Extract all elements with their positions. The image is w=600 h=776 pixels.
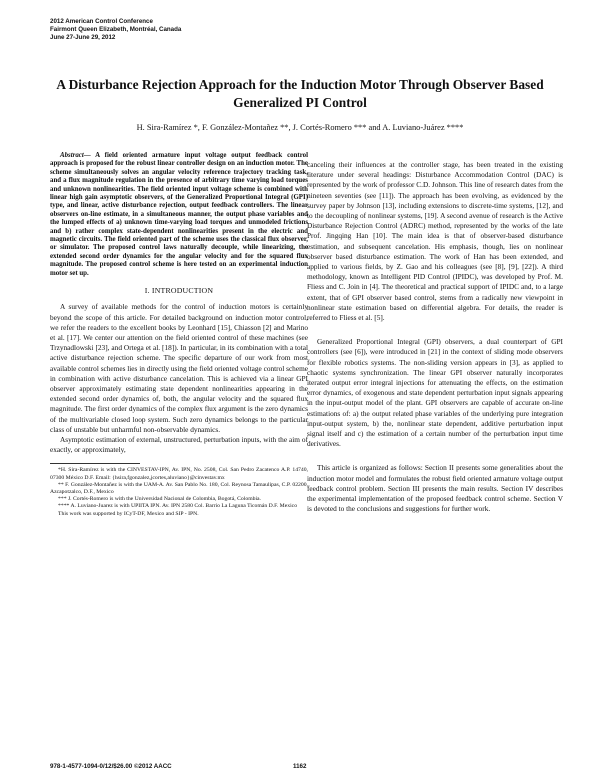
abstract [50,152,308,278]
footer-copyright: 978-1-4577-1094-0/12/$26.00 ©2012 AACC [50,763,172,770]
conference-venue: Fairmont Queen Elizabeth, Montréal, Canada [50,26,182,33]
paragraph-gap [307,323,563,337]
right-paragraph-3: This article is organized as follows: Section II presents some generalities about the induction motor model and formulates the robust field oriented armature voltage output feedback control problem. Section III presents the main results. Section IV describes the experimental implementation of the proposed feedback control scheme. Section V is devoted to the conclusions and suggestions for further work. [307,463,563,514]
footnote-5: This work was supported by ICyT-DF, Mexico and SIP - IPN. [58,510,199,517]
footnote-rule [50,463,140,464]
footnote-1: *H. Sira-Ramírez is with the CINVESTAV-IPN, Av. IPN, No. 2508, Col. San Pedro Zacatenco A.P. 14740, 07300 México D.F. Email: {hsira,fgonzalez,jcortes,aluviano}@cinvestav.mx [50,467,308,481]
conference-dates: June 27-June 29, 2012 [50,34,116,41]
section-heading-introduction: I. INTRODUCTION [144,286,214,296]
footnotes [50,467,308,517]
abstract-dash: — [83,152,96,159]
conference-header [50,18,350,42]
right-column [307,160,563,515]
footnote-2: ** F. González-Montañez is with the UAM-A. Av. San Pablo No. 180, Col. Reynosa Tamaulipas, C.P. 02200, Azcapotzalco, D.F., Mexico [50,481,308,495]
page-number: 1162 [293,763,307,770]
paper-title: A Disturbance Rejection Approach for the Induction Motor Through Observer Based Generalized PI Control [56,77,544,110]
author-list: H. Sira-Ramírez *, F. González-Montañez **, J. Cortés-Romero *** and A. Luviano-Juárez **** [136,123,464,132]
intro-paragraph-2: Asymptotic estimation of external, unstructured, perturbation inputs, with the aim of exactly, or approximately, [50,434,308,455]
left-column [50,152,308,518]
right-paragraph-1: canceling their influences at the controller stage, has been treated in the existing literature under several headings: Disturbance Accommodation Control (DAC) is represented by the work of professor C.D. Johnson. This line of research dates from the nineteen seventies (see [11]). The approach has been evolving, as evidenced by the survey paper by Johnson [13], including extensions to discrete-time systems, [12], and to the decoupling of nonlinear systems, [19]. A second avenue of research is the Active Disturbance Rejection Control (ADRC) method, represented by the works of the late Prof. Jingqing Han [10]. The main idea is that of observer-based disturbance estimation, and subsequent cancelation. His emphasis, though, lies on nonlinear observer based disturbance estimation. The work of Han has been extended, and applied to various fields, by Z. Gao and his colleagues (see [8], [9], [22]). A third methodology, known as Intelligent PID Control (IPIDC), was developed by Prof. M. Fliess and C. Join in [4]. The theoretical and practical support of IPIDC and, to a large extent, that of GPI observer based control, stems from a radically new viewpoint in nonlinear state estimation based on differential algebra. For details, the reader is referred to Fliess et al. [5]. [307,160,563,323]
paragraph-gap [307,449,563,463]
intro-paragraph-1: A survey of available methods for the control of induction motors is certainly beyond the scope of this article. For detailed background on induction motor control, we refer the readers to the excellent books by Leonhard [15], Chiasson [2] and Marino et al. [17]. We center our attention on the field oriented control of these machines (see Trzynadlowski [23], and Ortega et al. [18]). In particular, in its combination with a total active disturbance rejection scheme. The specific departure of our work from most available control schemes lies in directly using the field oriented voltage control scheme in combination with active disturbance cancelation. This is achieved via a linear GPI observer approximately estimating state dependent nonlinearities appearing in the extended second order dynamics of, both, the angular velocity and the squared flux magnitude. The first order dynamics of the complex flux argument is the zero dynamics of the multivariable closed loop system. Such zero dynamics belongs to the particular class of unstable but unharmful non-observable dynamics. [50,302,308,434]
conference-name: 2012 American Control Conference [50,18,153,25]
right-paragraph-2: Generalized Proportional Integral (GPI) observers, a dual counterpart of GPI controllers (see [6]), were introduced in [21] in the context of sliding mode observers for flexible robotics systems. The non-sliding version appears in [3], as applied to chaotic systems synchronization. The linear GPI observer naturally incorporates iterated output error integral injections for attenuating the effects, on the estimation error dynamics, of exogenous and state dependent perturbation input signals appearing in the input-output model of the plant. GPI observers are capable of accurate on-line estimations of: a) the output related phase variables of the underlying pure integration input-output system, b) the, nonlinear state dependent, additive perturbation input signal itself and c) the estimation of a certain number of the perturbation input time derivatives. [307,337,563,449]
abstract-lead: Abstract [60,152,84,159]
footnote-3: *** J. Cortés-Romero is with the Universidad Nacional de Colombia, Bogotá, Colombia. [58,496,261,503]
footnote-4: **** A. Luviano-Juarez is with UPIITA IPN. Av. IPN 2580 Col. Barrio La Laguna Ticomán D.F. Mexico [58,503,298,510]
abstract-text: A field oriented armature input voltage output feedback control approach is proposed for the robust linear controller design on an induction motor. The scheme simultaneously solves an angular velocity reference trajectory tracking task, and a flux magnitude regulation in the presence of arbitrary time varying load torques and unknown nonlinearities. The field oriented input voltage scheme is combined with linear high gain asymptotic observers, of the Generalized Proportional Integral (GPI) type, and linear, active disturbance rejection, output feedback controllers. The linear observers on-line estimate, in a simultaneous manner, the output phase variables and the lumped effects of a) unknown time-varying load torques and unmodeled frictions and b) rather complex state-dependent nonlinearities present in the electric and magnetic circuits. The field oriented part of the scheme uses the classical flux observer, or simulator. The proposed control laws naturally decouple, while linearizing, the extended second order dynamics for the angular velocity and for the squared flux magnitude. The proposed control scheme is here tested on an experimental induction motor set up. [50,152,308,277]
